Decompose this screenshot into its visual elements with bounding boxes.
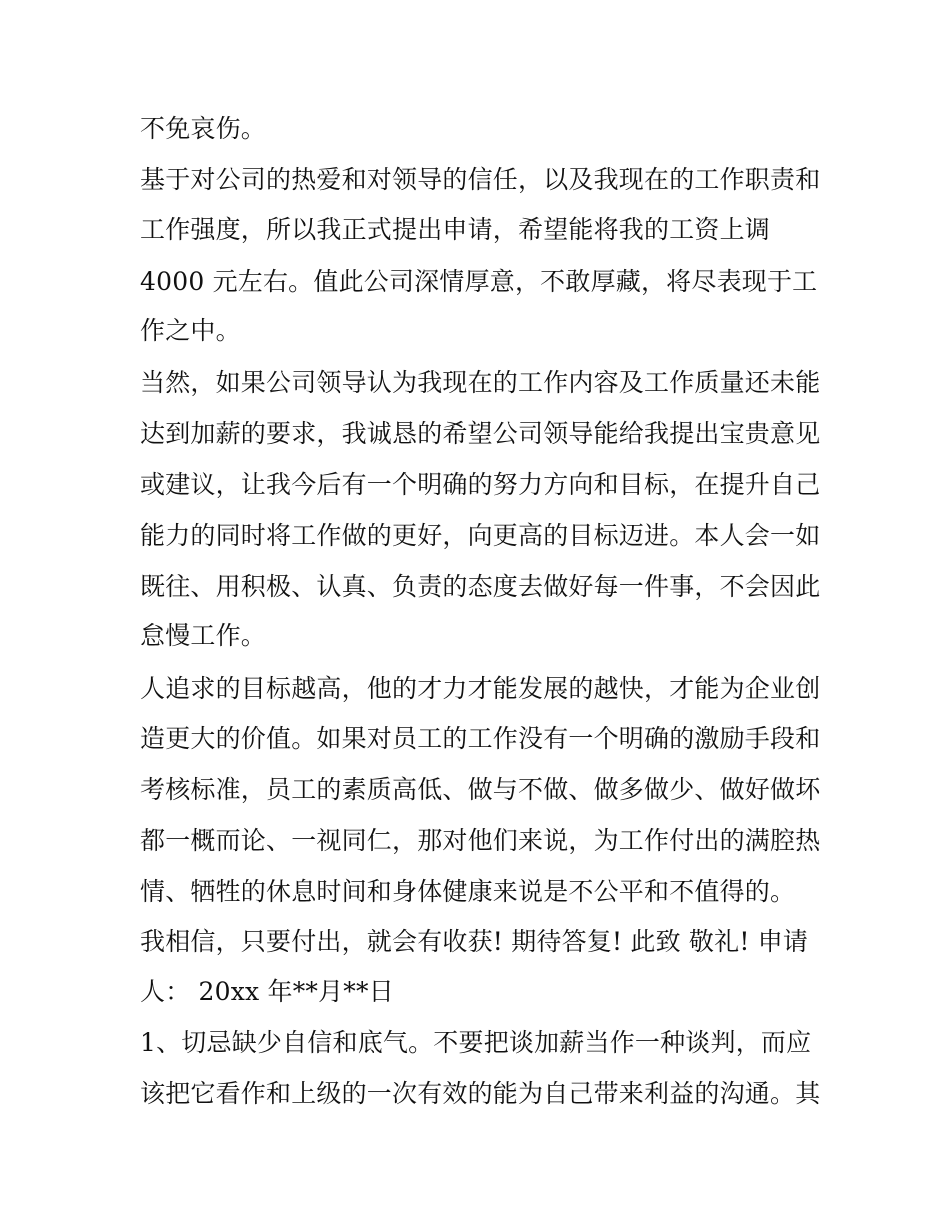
text-line: 能力的同时将工作做的更好，向更高的目标迈进。本人会一如 xyxy=(140,521,821,550)
text-line: 不免哀伤。 xyxy=(140,114,267,143)
text-line: 人追求的目标越高，他的才力才能发展的越快，才能为企业创 xyxy=(140,674,821,703)
text-line: 我相信，只要付出，就会有收获! 期待答复! 此致 敬礼! 申请 xyxy=(140,927,809,956)
text-line: 1、切忌缺少自信和底气。不要把谈加薪当作一种谈判，而应 xyxy=(140,1028,812,1057)
text-line: 既往、用积极、认真、负责的态度去做好每一件事，不会因此 xyxy=(140,572,821,601)
text-line: 人： 20xx 年**月**日 xyxy=(140,977,394,1006)
text-line: 工作强度，所以我正式提出申请，希望能将我的工资上调 xyxy=(140,215,771,244)
text-line: 都一概而论、一视同仁，那对他们来说，为工作付出的满腔热 xyxy=(140,826,821,855)
text-line: 4000 元左右。值此公司深情厚意，不敢厚藏，将尽表现于工 xyxy=(140,267,818,296)
text-line: 造更大的价值。如果对员工的工作没有一个明确的激励手段和 xyxy=(140,724,821,753)
text-line: 考核标准，员工的素质高低、做与不做、做多做少、做好做坏 xyxy=(140,775,821,804)
text-line: 或建议，让我今后有一个明确的努力方向和目标，在提升自己 xyxy=(140,470,821,499)
text-line: 达到加薪的要求，我诚恳的希望公司领导能给我提出宝贵意见 xyxy=(140,419,821,448)
text-line: 作之中。 xyxy=(140,316,241,345)
text-line: 当然，如果公司领导认为我现在的工作内容及工作质量还未能 xyxy=(140,368,821,397)
text-line: 基于对公司的热爱和对领导的信任，以及我现在的工作职责和 xyxy=(140,165,821,194)
text-line: 情、牺牲的休息时间和身体健康来说是不公平和不值得的。 xyxy=(140,877,796,906)
text-line: 该把它看作和上级的一次有效的能为自己带来利益的沟通。其 xyxy=(140,1079,821,1108)
text-line: 怠慢工作。 xyxy=(140,621,267,650)
